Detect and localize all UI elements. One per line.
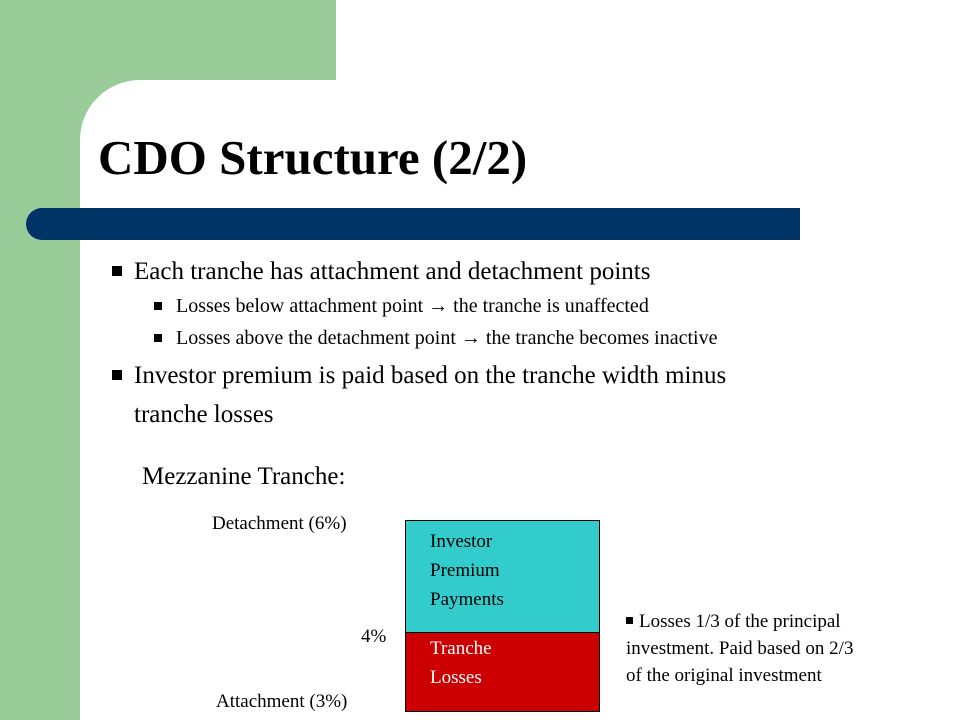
tranche-losses-box: [405, 632, 600, 712]
premium-box-text: Investor Premium Payments: [430, 531, 504, 610]
losses-box-text: Tranche Losses: [430, 638, 492, 688]
title-underline-bar: [26, 208, 800, 240]
slide-title: CDO Structure (2/2): [98, 130, 528, 185]
note-line-1-text: Losses 1/3 of the principal: [639, 611, 841, 632]
bullet-2-text-line1: Investor premium is paid based on the tranche width minus: [134, 362, 727, 389]
losses-note: [626, 608, 946, 689]
bullet-square-icon: [112, 266, 122, 276]
note-line-3: of the original investment: [626, 665, 822, 686]
note-bullet-icon: [626, 617, 633, 624]
bullet-2-text-line2: tranche losses: [134, 401, 274, 428]
note-line-2: investment. Paid based on 2/3: [626, 638, 854, 659]
bullet-square-icon: [112, 370, 122, 380]
sub-bullet-square-icon: [154, 302, 162, 310]
attachment-label: Attachment (3%): [216, 691, 348, 712]
sub-bullet-1-text: Losses below attachment point → the tranche is unaffected: [176, 295, 649, 317]
sub-bullet-square-icon: [154, 334, 162, 342]
mezzanine-heading: Mezzanine Tranche:: [142, 463, 346, 490]
four-percent-label: 4%: [361, 626, 387, 647]
sub-bullet-2-text: Losses above the detachment point → the tranche becomes inactive: [176, 327, 718, 349]
note-line-1: [626, 608, 946, 635]
bullet-1-text: Each tranche has attachment and detachment points: [134, 258, 651, 285]
detachment-label: Detachment (6%): [212, 513, 347, 534]
investor-premium-box: [405, 520, 600, 634]
